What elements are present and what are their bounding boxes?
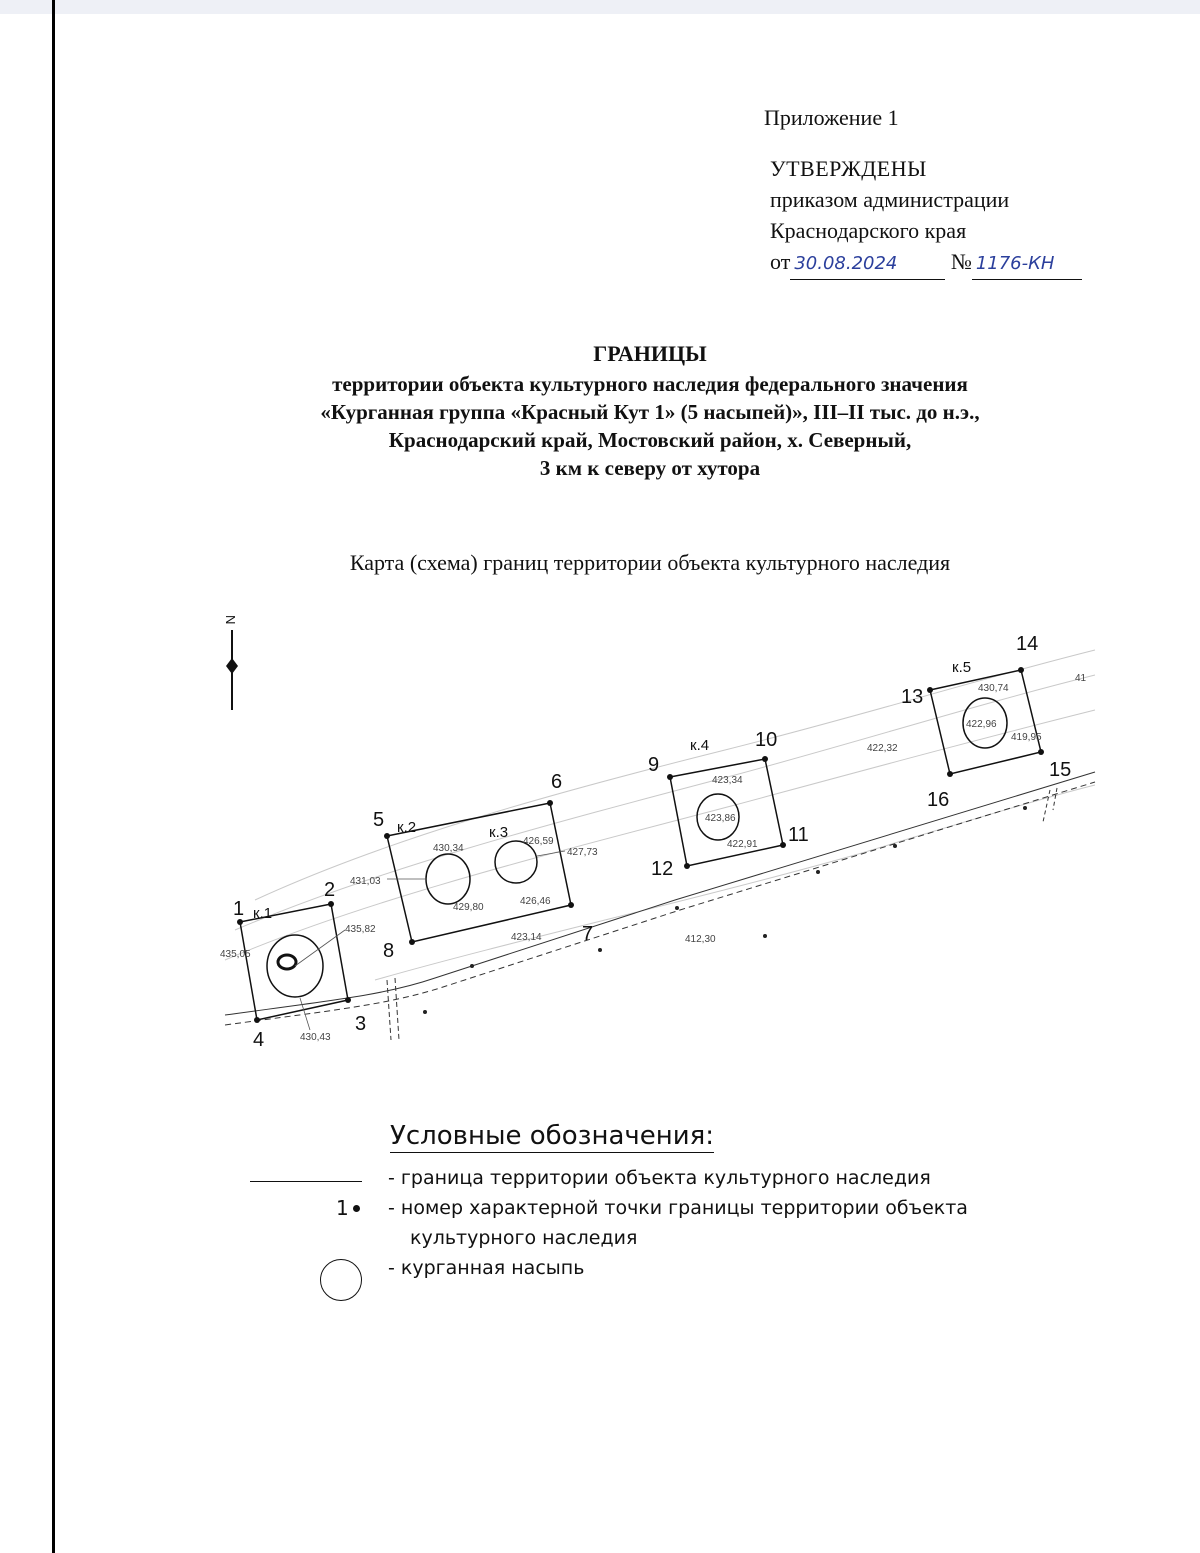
approval-line-2: Краснодарского края — [770, 218, 967, 243]
approval-block — [764, 102, 1082, 280]
mound-circle-k3 — [495, 841, 537, 883]
approved-label: УТВЕРЖДЕНЫ — [770, 156, 927, 181]
elevation-427-73: 427,73 — [567, 847, 598, 858]
legend-item-point — [240, 1193, 1100, 1223]
vertex-numbers — [233, 633, 1071, 1051]
legend-symbol-mound — [240, 1253, 370, 1283]
vertex-4 — [254, 1017, 260, 1023]
handwritten-date: 30.08.2024 — [794, 253, 898, 274]
contour-3 — [255, 650, 1095, 900]
mound-k5 — [930, 659, 1041, 774]
vertex-6 — [547, 800, 553, 806]
legend-text-boundary: - граница территории объекта культурного наследия — [388, 1167, 931, 1189]
boundary-line-symbol — [250, 1181, 362, 1182]
north-arrow — [223, 615, 238, 710]
point-number-4: 4 — [253, 1029, 265, 1051]
approval-date-line — [770, 246, 1082, 280]
elevation-426-46: 426,46 — [520, 896, 551, 907]
vertex-8 — [409, 939, 415, 945]
scan-left-edge — [52, 0, 55, 1553]
survey-points — [423, 806, 1027, 1014]
elevation-41: 41 — [1075, 673, 1087, 684]
vertex-9 — [667, 774, 673, 780]
elevation-431-03: 431,03 — [350, 876, 381, 887]
vertex-16 — [947, 771, 953, 777]
elevation-429-80: 429,80 — [453, 902, 484, 913]
title-line-1: территории объекта культурного наследия федерального значения — [332, 372, 968, 396]
elevation-412-30: 412,30 — [685, 934, 716, 945]
elevation-422-96: 422,96 — [966, 719, 997, 730]
legend — [240, 1163, 1100, 1283]
elevation-430-43: 430,43 — [300, 1032, 331, 1043]
mound-circle-k2 — [426, 854, 470, 904]
point-number-11: 11 — [788, 824, 809, 846]
scan-top-shade — [0, 0, 1200, 14]
road-edge-bottom — [225, 782, 1095, 1025]
vertex-14 — [1018, 667, 1024, 673]
legend-text-point-cont: культурного наследия — [410, 1227, 638, 1249]
point-number-12: 12 — [651, 858, 674, 880]
mound-label-k5: к.5 — [952, 659, 972, 676]
annex-label: Приложение 1 — [764, 105, 899, 130]
document-title — [200, 340, 1100, 482]
survey-point — [763, 934, 767, 938]
mound-k1 — [240, 904, 348, 1020]
elevation-430-34: 430,34 — [433, 843, 464, 854]
elevation-422-32: 422,32 — [867, 743, 898, 754]
point-number-14: 14 — [1016, 633, 1039, 655]
elevation-422-91: 422,91 — [727, 839, 758, 850]
elevation-430-74: 430,74 — [978, 683, 1009, 694]
survey-point — [423, 1010, 427, 1014]
legend-text-mound: - курганная насыпь — [388, 1257, 585, 1279]
vertex-12 — [684, 863, 690, 869]
point-number-9: 9 — [648, 754, 660, 776]
legend-item-point-cont — [240, 1223, 1100, 1253]
point-dot-icon — [353, 1205, 360, 1212]
mound-summit-k1 — [278, 955, 296, 969]
vertex-13 — [927, 687, 933, 693]
title-line-3: Краснодарский край, Мостовский район, х. Северный, — [388, 428, 912, 452]
mound-k2-k3 — [387, 803, 571, 942]
title-line-4: 3 км к северу от хутора — [539, 456, 761, 480]
side-road-2 — [1043, 788, 1057, 822]
point-number-6: 6 — [551, 771, 563, 793]
boundary-map — [215, 600, 1100, 1120]
elevation-419-95: 419,95 — [1011, 732, 1042, 743]
vertex-10 — [762, 756, 768, 762]
title-line-2: «Курганная группа «Красный Кут 1» (5 насыпей)», III–II тыс. до н.э., — [320, 400, 980, 424]
point-number-8: 8 — [383, 940, 395, 962]
legend-symbol-boundary — [240, 1163, 370, 1193]
contour-2 — [235, 675, 1095, 930]
elevation-423-34: 423,34 — [712, 775, 743, 786]
vertex-7 — [568, 902, 574, 908]
survey-point — [1023, 806, 1027, 810]
point-number-symbol: 1 — [336, 1196, 349, 1220]
north-mark — [226, 658, 238, 674]
legend-item-boundary — [240, 1163, 1100, 1193]
contour-1 — [225, 710, 1095, 960]
legend-item-mound — [240, 1253, 1100, 1283]
point-number-13: 13 — [901, 686, 924, 708]
mound-label-k2: к.2 — [397, 819, 417, 836]
legend-symbol-point — [240, 1193, 370, 1223]
vertex-15 — [1038, 749, 1044, 755]
mound-label-k1: к.1 — [253, 905, 273, 922]
legend-text-point: - номер характерной точки границы территории объекта — [388, 1197, 968, 1219]
vertex-3 — [345, 997, 351, 1003]
point-number-15: 15 — [1049, 759, 1072, 781]
survey-point — [598, 948, 602, 952]
boundary-vertices — [237, 667, 1044, 1023]
handwritten-number: 1176-КН — [975, 253, 1055, 274]
survey-point — [675, 906, 679, 910]
elevation-423-14: 423,14 — [511, 932, 542, 943]
vertex-5 — [384, 833, 390, 839]
title-heading: ГРАНИЦЫ — [593, 341, 707, 366]
point-number-2: 2 — [324, 879, 336, 901]
elevation-435-05: 435,05 — [220, 949, 251, 960]
point-number-10: 10 — [755, 729, 778, 751]
survey-point — [470, 964, 474, 968]
date-underline — [790, 246, 945, 280]
vertex-2 — [328, 901, 334, 907]
mound-label-k4: к.4 — [690, 737, 710, 754]
survey-point — [816, 870, 820, 874]
road-edge-top — [225, 772, 1095, 1015]
number-label: № — [950, 249, 972, 274]
elevation-423-86: 423,86 — [705, 813, 736, 824]
from-label: от — [770, 249, 791, 274]
mound-label-k3: к.3 — [489, 824, 509, 841]
point-number-7: 7 — [582, 923, 594, 945]
elevation-435-82: 435,82 — [345, 924, 376, 935]
point-number-16: 16 — [927, 789, 950, 811]
elevation-426-59: 426,59 — [523, 836, 554, 847]
number-underline — [972, 246, 1082, 280]
point-number-5: 5 — [373, 809, 385, 831]
approval-line-1: приказом администрации — [770, 187, 1010, 212]
side-road — [387, 978, 399, 1040]
point-number-1: 1 — [233, 898, 245, 920]
mound-circle-icon — [320, 1259, 362, 1301]
point-number-3: 3 — [355, 1013, 367, 1035]
map-caption: Карта (схема) границ территории объекта культурного наследия — [349, 550, 951, 575]
legend-title: Условные обозначения: — [390, 1121, 715, 1151]
survey-point — [893, 844, 897, 848]
vertex-11 — [780, 842, 786, 848]
north-label: N — [223, 615, 238, 625]
